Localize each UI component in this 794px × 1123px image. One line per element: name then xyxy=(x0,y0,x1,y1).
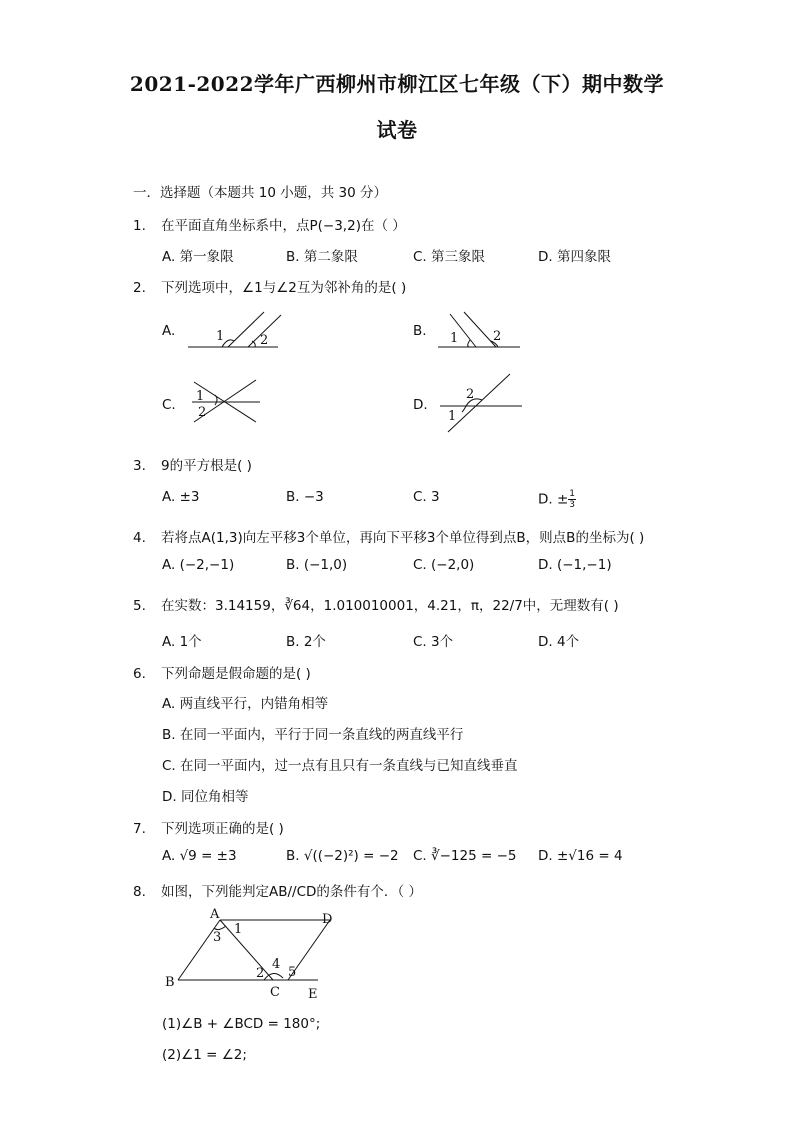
q7-option-a: A. √9 = ±3 xyxy=(162,848,237,864)
q5-option-d: D. 4个 xyxy=(538,634,580,650)
question-number: 5. xyxy=(133,598,146,614)
question-number: 7. xyxy=(133,821,146,837)
q4-option-d: D. (−1,−1) xyxy=(538,557,612,573)
q1-option-c: C. 第三象限 xyxy=(413,249,486,265)
q2-figure-a xyxy=(186,310,281,352)
question-8 xyxy=(133,880,422,900)
q4-option-a: A. (−2,−1) xyxy=(162,557,235,573)
angle-label-2: 2 xyxy=(466,387,475,402)
angle-label-1: 1 xyxy=(234,922,243,937)
question-stem: 在实数：3.14159，∛64，1.010010001，4.21，π，22/7中，无理数有( ) xyxy=(161,598,619,614)
q3-option-b: B. −3 xyxy=(286,489,324,505)
q1-option-a: A. 第一象限 xyxy=(162,249,234,265)
angle-label-2: 2 xyxy=(198,405,207,420)
question-number: 3. xyxy=(133,458,146,474)
q1-option-d: D. 第四象限 xyxy=(538,249,611,265)
q5-option-c: C. 3个 xyxy=(413,634,454,650)
q5-option-a: A. 1个 xyxy=(162,634,202,650)
question-stem: 若将点A(1,3)向左平移3个单位，再向下平移3个单位得到点B，则点B的坐标为( ) xyxy=(161,530,645,546)
q4-option-c: C. (−2,0) xyxy=(413,557,475,573)
angle-label-3: 3 xyxy=(213,930,222,945)
q7-option-c: C. ∛−125 = −5 xyxy=(413,848,517,864)
question-stem: 9的平方根是( ) xyxy=(161,458,252,474)
q8-condition-1: (1)∠B + ∠BCD = 180°; xyxy=(162,1016,321,1032)
point-label-a: A xyxy=(210,907,220,922)
question-number: 8. xyxy=(133,884,146,900)
q6-option-b: B. 在同一平面内，平行于同一条直线的两直线平行 xyxy=(162,727,464,743)
question-stem: 在平面直角坐标系中，点P(−3,2)在（ ） xyxy=(161,218,406,234)
point-label-c: C xyxy=(270,985,280,1000)
q6-option-d: D. 同位角相等 xyxy=(162,789,249,805)
q2-option-c: C. xyxy=(162,397,176,413)
exam-title-line2: 试卷 xyxy=(376,118,418,142)
q6-option-c: C. 在同一平面内，过一点有且只有一条直线与已知直线垂直 xyxy=(162,758,518,774)
angle-label-2: 2 xyxy=(493,329,502,344)
q2-option-b: B. xyxy=(413,323,427,339)
q2-figure-b xyxy=(436,310,521,352)
denominator: 3 xyxy=(569,500,576,510)
q6-option-a: A. 两直线平行，内错角相等 xyxy=(162,696,329,712)
point-label-b: B xyxy=(165,975,175,990)
question-4 xyxy=(133,526,644,546)
section-heading: 一．选择题（本题共 10 小题，共 30 分） xyxy=(133,185,388,201)
q3-option-d-text: D. ± xyxy=(538,491,569,508)
q7-option-d: D. ±√16 = 4 xyxy=(538,848,623,864)
q7-option-b: B. √((−2)²) = −2 xyxy=(286,848,399,864)
q5-option-b: B. 2个 xyxy=(286,634,326,650)
angle-label-5: 5 xyxy=(288,965,297,980)
question-stem: 下列命题是假命题的是( ) xyxy=(161,666,311,682)
angle-label-1: 1 xyxy=(448,409,457,424)
point-label-e: E xyxy=(308,987,318,1002)
question-stem: 下列选项中，∠1与∠2互为邻补角的是( ) xyxy=(161,280,407,296)
point-label-d: D xyxy=(322,912,333,927)
angle-label-4: 4 xyxy=(272,957,281,972)
q8-condition-2: (2)∠1 = ∠2; xyxy=(162,1047,247,1063)
question-number: 2. xyxy=(133,280,146,296)
question-2 xyxy=(133,276,406,296)
question-stem: 如图，下列能判定AB//CD的条件有个．（ ） xyxy=(161,884,422,900)
q2-option-d: D. xyxy=(413,397,428,413)
question-3 xyxy=(133,454,252,474)
q3-option-c: C. 3 xyxy=(413,489,440,505)
angle-label-1: 1 xyxy=(450,331,459,346)
fraction-one-third xyxy=(568,489,576,510)
q1-option-b: B. 第二象限 xyxy=(286,249,358,265)
question-number: 1. xyxy=(133,218,146,234)
q4-option-b: B. (−1,0) xyxy=(286,557,348,573)
q2-figure-c xyxy=(190,378,262,424)
angle-label-1: 1 xyxy=(196,389,205,404)
question-number: 4. xyxy=(133,530,146,546)
q2-figure-d xyxy=(438,372,524,434)
question-7 xyxy=(133,817,284,837)
question-stem: 下列选项正确的是( ) xyxy=(161,821,284,837)
angle-label-2: 2 xyxy=(256,966,265,981)
angle-label-1: 1 xyxy=(216,329,225,344)
q2-option-a: A. xyxy=(162,323,176,339)
numerator: 1 xyxy=(569,489,576,499)
question-number: 6. xyxy=(133,666,146,682)
question-5 xyxy=(133,594,619,614)
question-1 xyxy=(133,214,406,234)
exam-title-line1: 2021-2022学年广西柳州市柳江区七年级（下）期中数学 xyxy=(129,72,665,96)
angle-label-2: 2 xyxy=(260,333,269,348)
q3-option-d xyxy=(538,489,576,510)
question-6 xyxy=(133,662,311,682)
q3-option-a: A. ±3 xyxy=(162,489,200,505)
q8-figure-parallelogram xyxy=(160,906,340,1004)
